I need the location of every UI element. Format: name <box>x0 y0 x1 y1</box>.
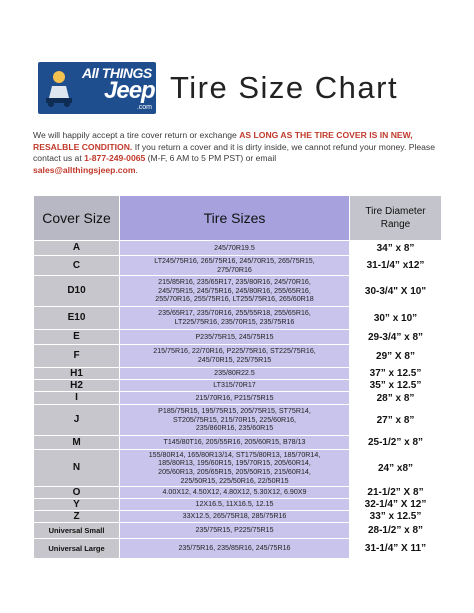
tire-sizes-line: LT245/75R16, 265/75R16, 245/70R15, 265/75R15, <box>154 256 315 265</box>
logo-main-text: Jeep <box>104 77 155 104</box>
tire-sizes-cell <box>120 368 350 380</box>
tire-sizes-line: 12X16.5, 11X16.5, 12.15 <box>195 500 274 509</box>
diameter-range-cell: 35” x 12.5” <box>350 380 442 392</box>
diameter-range-cell: 34” x 8” <box>350 241 442 256</box>
diameter-range-cell: 28” x 8” <box>350 392 442 405</box>
tire-sizes-line: 33X12.5, 265/75R18, 285/75R16 <box>182 512 287 521</box>
diameter-range-cell: 31-1/4” X 11” <box>350 539 442 559</box>
cover-size-cell: F <box>34 345 120 368</box>
phone-number: 1-877-249-0065 <box>84 153 146 163</box>
diameter-range-cell: 37” x 12.5” <box>350 368 442 380</box>
table-row <box>34 276 442 307</box>
diameter-range-cell: 31-1/4” x12” <box>350 256 442 276</box>
table-row <box>34 241 442 256</box>
diameter-range-cell: 25-1/2” x 8” <box>350 436 442 450</box>
intro-text-3: (M-F, 6 AM to 5 PM PST) or email <box>145 153 277 163</box>
cover-size-cell: N <box>34 450 120 487</box>
table-row <box>34 392 442 405</box>
tire-sizes-cell <box>120 276 350 307</box>
header-tire-sizes: Tire Sizes <box>120 196 350 241</box>
diameter-range-cell: 28-1/2” x 8” <box>350 523 442 539</box>
diameter-range-cell: 21-1/2” X 8” <box>350 487 442 499</box>
cover-size-cell: E10 <box>34 307 120 330</box>
tire-sizes-cell <box>120 307 350 330</box>
cover-size-cell: A <box>34 241 120 256</box>
tire-sizes-cell <box>120 523 350 539</box>
table-row <box>34 511 442 523</box>
tire-sizes-line: 235/75R16, 235/85R16, 245/75R16 <box>178 544 291 553</box>
tire-sizes-line: 205/60R13, 205/65R15, 205/50R15, 215/60R14, <box>158 468 311 476</box>
table-row <box>34 436 442 450</box>
cover-size-cell: O <box>34 487 120 499</box>
table-header-row <box>34 196 442 241</box>
cover-size-cell: Universal Small <box>34 523 120 539</box>
tire-sizes-line: 4.00X12, 4.50X12, 4.80X12, 5.30X12, 6.90X9 <box>162 488 307 497</box>
tire-sizes-cell <box>120 330 350 345</box>
tire-sizes-line: 245/75R15, 245/75R16, 245/80R16, 255/65R16, <box>158 286 311 295</box>
diameter-range-cell: 29” X 8” <box>350 345 442 368</box>
table-row <box>34 487 442 499</box>
tire-sizes-cell <box>120 241 350 256</box>
page-title: Tire Size Chart <box>170 70 399 105</box>
tire-sizes-line: 245/70R19.5 <box>214 243 255 252</box>
tire-sizes-line: 245/70R15, 225/75R15 <box>197 356 272 364</box>
tire-sizes-line: 185/80R13, 195/60R15, 195/70R15, 205/60R14, <box>158 459 311 468</box>
tire-size-table <box>33 195 442 559</box>
diameter-range-cell: 30-3/4" X 10" <box>350 276 442 307</box>
logo-top-text: All THINGS <box>82 65 152 81</box>
header-cover-size: Cover Size <box>34 196 120 241</box>
diameter-range-cell: 32-1/4” X 12” <box>350 499 442 511</box>
table-row <box>34 539 442 559</box>
tire-sizes-cell <box>120 499 350 511</box>
tire-sizes-line: 275/70R16 <box>217 265 252 274</box>
tire-sizes-line: 235/80R22.5 <box>214 369 255 378</box>
tire-sizes-cell <box>120 539 350 559</box>
tire-sizes-line: 235/65R17, 235/70R16, 255/55R18, 255/65R16, <box>158 309 311 318</box>
cover-size-cell: J <box>34 405 120 436</box>
table-row <box>34 368 442 380</box>
intro-end: . <box>135 164 138 175</box>
tire-sizes-line: LT315/70R17 <box>213 381 256 390</box>
intro-bold-condition: AS LONG AS THE TIRE COVER IS IN NEW, RESALBLE CONDITION. <box>33 130 413 152</box>
cover-size-cell: C <box>34 256 120 276</box>
tire-sizes-cell <box>120 511 350 523</box>
table-row <box>34 256 442 276</box>
tire-sizes-line: 235/75R15, P225/75R15 <box>195 526 274 535</box>
cover-size-cell: I <box>34 392 120 405</box>
intro-paragraph <box>33 130 453 176</box>
tire-sizes-cell <box>120 345 350 368</box>
jeep-driver-logo-icon <box>42 68 76 108</box>
tire-sizes-line: ST205/75R15, 215/70R15, 225/60R16, <box>172 415 297 424</box>
tire-sizes-line: P235/75R15, 245/75R15 <box>195 332 274 341</box>
tire-sizes-cell <box>120 436 350 450</box>
intro-text-2: If you return a cover and it is dirty inside, we cannot refund your money. Please contact us at <box>33 141 435 163</box>
table-row <box>34 523 442 539</box>
brand-logo[interactable] <box>38 62 156 114</box>
table-row <box>34 405 442 436</box>
cover-size-cell: H1 <box>34 368 120 380</box>
tire-sizes-line: P185/75R15, 195/75R15, 205/75R15, ST75R14, <box>158 407 311 416</box>
tire-sizes-cell <box>120 256 350 276</box>
diameter-range-cell: 30” x 10” <box>350 307 442 330</box>
diameter-range-cell: 33” x 12.5” <box>350 511 442 523</box>
cover-size-cell: E <box>34 330 120 345</box>
cover-size-cell: M <box>34 436 120 450</box>
tire-sizes-line: T145/80T16, 205/55R16, 205/60R15, B78/13 <box>163 438 306 447</box>
cover-size-cell: Universal Large <box>34 539 120 559</box>
tire-sizes-line: 215/75R16, 22/70R16, P225/75R16, ST225/75R16, <box>153 347 316 356</box>
tire-sizes-cell <box>120 487 350 499</box>
diameter-range-cell: 27” x 8” <box>350 405 442 436</box>
tire-sizes-line: 215/70R16, P215/75R15 <box>195 393 274 402</box>
cover-size-cell: H2 <box>34 380 120 392</box>
diameter-range-cell: 29-3/4” x 8” <box>350 330 442 345</box>
email-link[interactable]: sales@allthingsjeep.com <box>33 164 136 175</box>
cover-size-cell: Y <box>34 499 120 511</box>
tire-sizes-line: LT225/75R16, 235/70R15, 235/75R16 <box>174 318 295 326</box>
tire-sizes-line: 155/80R14, 165/80R13/14, ST175/80R13, 185/70R14, <box>148 450 321 459</box>
table-row <box>34 380 442 392</box>
tire-sizes-line: 255/70R16, 255/75R16, LT255/75R16, 265/60R18 <box>155 295 314 304</box>
cover-size-cell: Z <box>34 511 120 523</box>
tire-sizes-cell <box>120 380 350 392</box>
diameter-range-cell: 24” x8” <box>350 450 442 487</box>
header-diameter-range: Tire Diameter Range <box>350 196 442 241</box>
tire-sizes-line: 235/860R16, 235/60R15 <box>195 424 274 433</box>
table-row <box>34 330 442 345</box>
tire-sizes-line: 225/50R15, 225/50R16, 22/50R15 <box>180 476 289 485</box>
tire-sizes-line: 215/85R16, 235/65R17, 235/80R16, 245/70R16, <box>158 278 311 287</box>
tire-sizes-cell <box>120 450 350 487</box>
tire-sizes-cell <box>120 405 350 436</box>
table-row <box>34 345 442 368</box>
tire-sizes-cell <box>120 392 350 405</box>
intro-text-1: We will happily accept a tire cover return or exchange <box>33 130 240 140</box>
table-row <box>34 307 442 330</box>
cover-size-cell: D10 <box>34 276 120 307</box>
logo-domain-text: .com <box>136 104 152 111</box>
table-row <box>34 499 442 511</box>
table-row <box>34 450 442 487</box>
